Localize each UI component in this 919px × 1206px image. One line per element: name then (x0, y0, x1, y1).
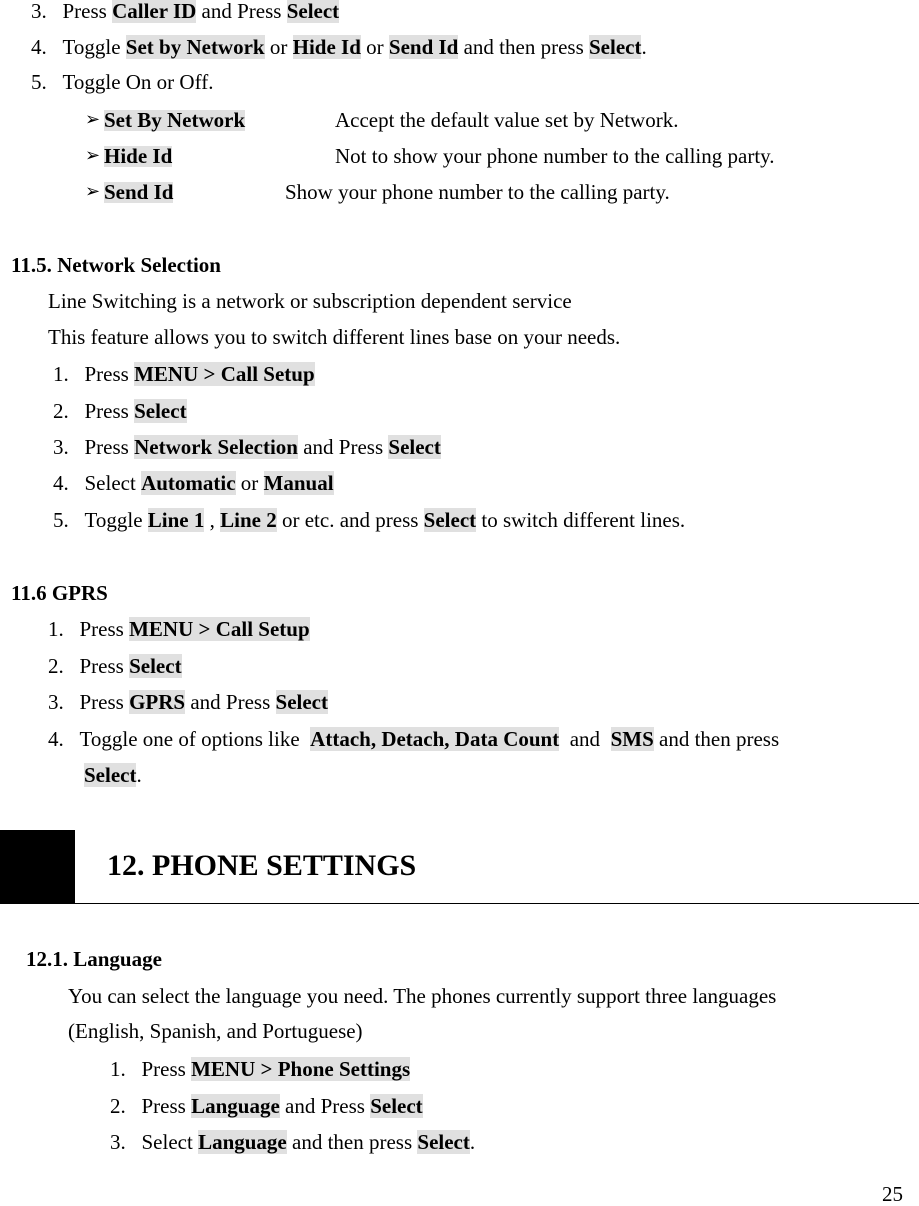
list-item: 3. Press GPRS and Press Select (48, 690, 329, 714)
list-item: 1. Press MENU > Phone Settings (110, 1057, 411, 1081)
list-item: 2. Press Select (53, 399, 187, 423)
paragraph: This feature allows you to switch different lines base on your needs. (48, 325, 621, 349)
arrow-bullet-icon: ➢ (85, 109, 101, 130)
key-select: Select (286, 0, 340, 23)
step-caller-id: 3. Press Caller ID and Press Select (31, 0, 340, 23)
arrow-bullet-icon: ➢ (85, 181, 101, 202)
option-send-id: Send Id (104, 180, 174, 204)
option-desc: Not to show your phone number to the calling party. (335, 144, 775, 168)
list-item: 3. Press Network Selection and Press Select (53, 435, 441, 459)
list-item: 4. Toggle one of options like Attach, Detach, Data Count and SMS and then press (48, 727, 780, 751)
list-item: 3. Select Language and then press Select. (110, 1130, 476, 1154)
section-heading-network: 11.5. Network Selection (11, 253, 221, 277)
list-item: 1. Press MENU > Call Setup (53, 362, 315, 386)
option-desc: Accept the default value set by Network. (335, 108, 679, 132)
list-item: 2. Press Select (48, 654, 182, 678)
chapter-divider (0, 903, 919, 904)
key-caller-id: Caller ID (112, 0, 197, 23)
section-heading-language: 12.1. Language (26, 947, 162, 971)
list-item: 1. Press MENU > Call Setup (48, 617, 310, 641)
paragraph: You can select the language you need. The phones currently support three languages (68, 984, 777, 1008)
list-item: 5. Toggle Line 1 , Line 2 or etc. and press Select to switch different lines. (53, 508, 686, 532)
list-item-continuation: Select. (84, 763, 142, 787)
step-toggle-on-off: 5. Toggle On or Off. (31, 70, 214, 94)
list-item: 4. Select Automatic or Manual (53, 471, 334, 495)
chapter-title: 12. PHONE SETTINGS (107, 849, 417, 882)
paragraph: Line Switching is a network or subscription dependent service (48, 289, 572, 313)
option-set-by-network: Set By Network (104, 108, 246, 132)
paragraph: (English, Spanish, and Portuguese) (68, 1019, 363, 1043)
option-desc: Show your phone number to the calling party. (285, 180, 670, 204)
section-heading-gprs: 11.6 GPRS (11, 581, 108, 605)
option-hide-id: Hide Id (104, 144, 173, 168)
page-number: 25 (882, 1182, 903, 1206)
step-toggle-mode: 4. Toggle Set by Network or Hide Id or Send Id and then press Select. (31, 35, 647, 59)
list-item: 2. Press Language and Press Select (110, 1094, 423, 1118)
arrow-bullet-icon: ➢ (85, 145, 101, 166)
chapter-marker-block (0, 830, 75, 903)
